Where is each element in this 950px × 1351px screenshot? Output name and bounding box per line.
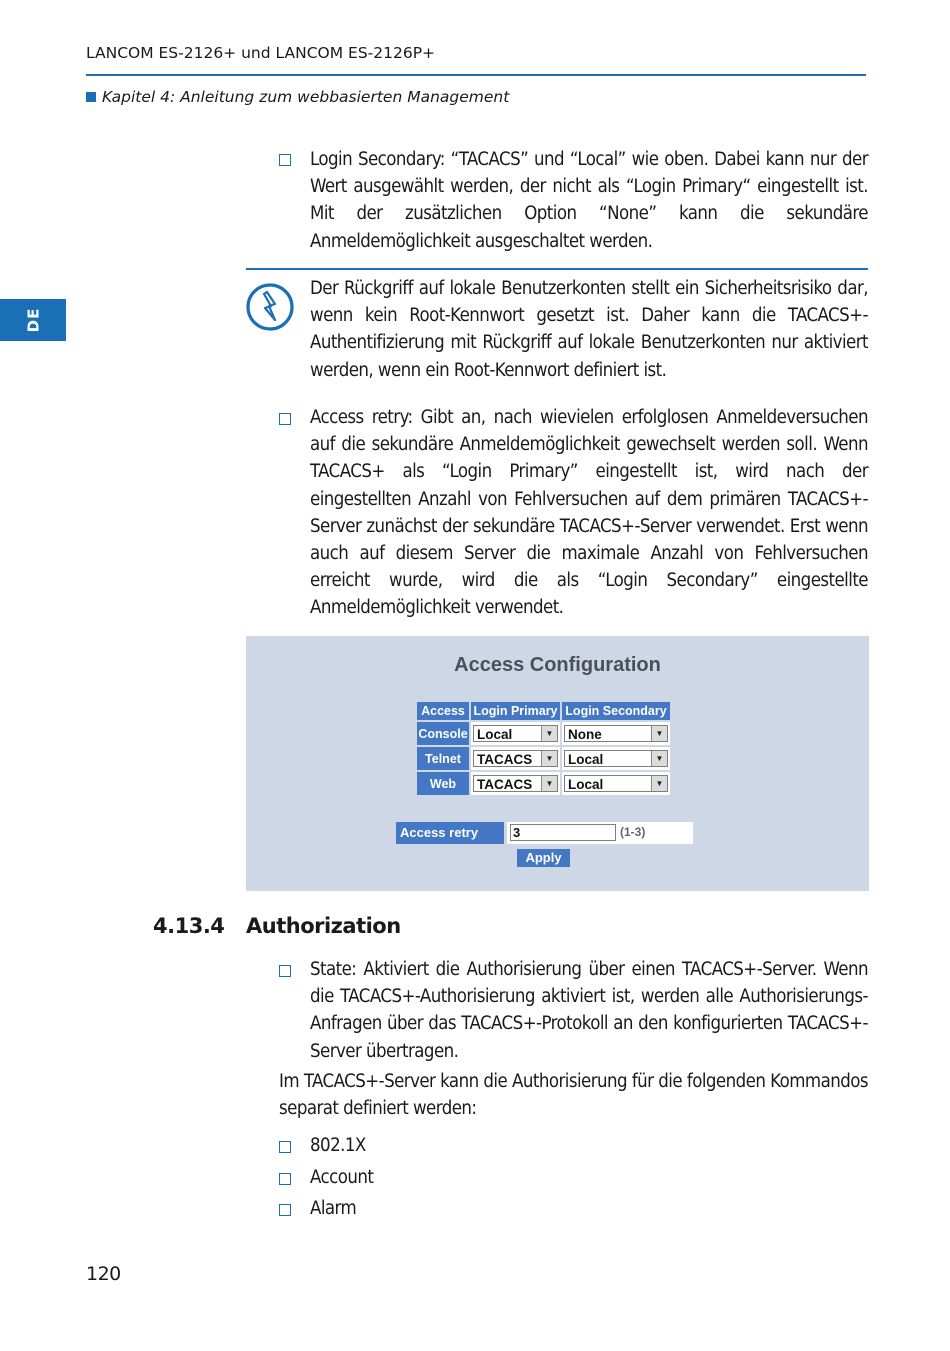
section-number: 4.13.4 — [153, 914, 225, 938]
hollow-square-bullet-icon — [279, 1173, 291, 1185]
web-secondary-select[interactable]: Local ▼ — [564, 775, 668, 792]
dropdown-arrow-icon[interactable]: ▼ — [651, 776, 667, 791]
web-primary-select[interactable]: TACACS ▼ — [473, 775, 558, 792]
apply-button[interactable]: Apply — [517, 849, 570, 867]
access-table — [415, 700, 672, 797]
hollow-square-bullet-icon — [279, 1204, 291, 1216]
page-number: 120 — [86, 1263, 121, 1285]
hollow-square-bullet-icon — [279, 413, 291, 425]
header-rule — [86, 74, 866, 76]
col-login-primary: Login Primary — [471, 702, 560, 720]
language-tab-label: DE — [23, 307, 42, 333]
telnet-primary-select[interactable]: TACACS ▼ — [473, 750, 558, 767]
warning-text: Der Rückgriff auf lokale Benutzerkonten stellt ein Sicherheitsrisiko dar, wenn kein Root-Kennwort gesetzt ist. Daher kann die TACACS+-Authentifizierung mit Rückgriff auf lokale Benutzerkonten nur aktiviert werden, wenn ein Root-Kennwort definiert ist. — [310, 278, 868, 381]
hollow-square-bullet-icon — [279, 154, 291, 166]
list-item: 802.1X — [310, 1135, 366, 1156]
chapter-header — [86, 88, 509, 106]
dropdown-arrow-icon[interactable]: ▼ — [541, 726, 557, 741]
authorization-intro: Im TACACS+-Server kann die Authorisierung für die folgenden Kommandos separat definiert werden: — [279, 1071, 868, 1120]
state-text: State: Aktiviert die Authorisierung über einen TACACS+-Server. Wenn die TACACS+-Authorisierung aktiviert ist, werden alle Authorisierungs-Anfragen über das TACACS+-Protokoll an den konfigurierten TACACS+-Server übertragen. — [310, 959, 868, 1062]
telnet-secondary-select[interactable]: Local ▼ — [564, 750, 668, 767]
table-row — [417, 722, 670, 745]
lightning-warning-icon — [245, 282, 295, 332]
language-tab — [0, 299, 66, 341]
access-retry-label: Access retry — [396, 822, 504, 844]
hollow-square-bullet-icon — [279, 965, 291, 977]
row-label: Telnet — [417, 747, 469, 770]
col-login-secondary: Login Secondary — [562, 702, 670, 720]
table-row — [417, 747, 670, 770]
col-access: Access — [417, 702, 469, 720]
access-retry-range: (1-3) — [620, 825, 646, 839]
dropdown-arrow-icon[interactable]: ▼ — [541, 751, 557, 766]
list-item: Account — [310, 1167, 374, 1188]
hollow-square-bullet-icon — [279, 1141, 291, 1153]
access-retry-text: Access retry: Gibt an, nach wievielen erfolglosen Anmeldeversuchen auf die sekundäre Anmeldemöglichkeit gewechselt werden soll. Wenn TACACS+ als “Login Primary” eingestellt ist, wird nach der eingestellten Anzahl von Fehlversuchen auf dem primären TACACS+-Server zunächst der sekundäre TACACS+-Server verwendet. Erst wenn auch auf diesem Server die maximale Anzahl von Fehlversuchen erreicht wurde, wird die als “Login Secondary” eingestellte Anmeldemöglichkeit verwendet. — [310, 407, 868, 619]
panel-title: Access Configuration — [454, 654, 661, 676]
square-bullet-icon — [86, 92, 96, 102]
console-primary-select[interactable]: Local ▼ — [473, 725, 558, 742]
dropdown-arrow-icon[interactable]: ▼ — [651, 726, 667, 741]
access-configuration-screenshot — [246, 636, 869, 891]
list-item: Alarm — [310, 1198, 357, 1219]
table-row — [417, 772, 670, 795]
access-retry-box — [507, 822, 693, 844]
dropdown-arrow-icon[interactable]: ▼ — [651, 751, 667, 766]
running-header-title: LANCOM ES-2126+ und LANCOM ES-2126P+ — [86, 44, 436, 62]
row-label: Web — [417, 772, 469, 795]
console-secondary-select[interactable]: None ▼ — [564, 725, 668, 742]
dropdown-arrow-icon[interactable]: ▼ — [541, 776, 557, 791]
section-title: Authorization — [246, 914, 401, 938]
access-retry-input[interactable]: 3 — [510, 824, 616, 841]
chapter-title: Kapitel 4: Anleitung zum webbasierten Management — [102, 88, 510, 106]
row-label: Console — [417, 722, 469, 745]
warning-rule — [246, 268, 868, 270]
login-secondary-text: Login Secondary: “TACACS” und “Local” wie oben. Dabei kann nur der Wert ausgewählt werden, der nicht als “Login Primary“ eingestellt ist. Mit der zusätzlichen Option “None” kann die sekundäre Anmeldemöglichkeit ausgeschaltet werden. — [310, 149, 868, 252]
